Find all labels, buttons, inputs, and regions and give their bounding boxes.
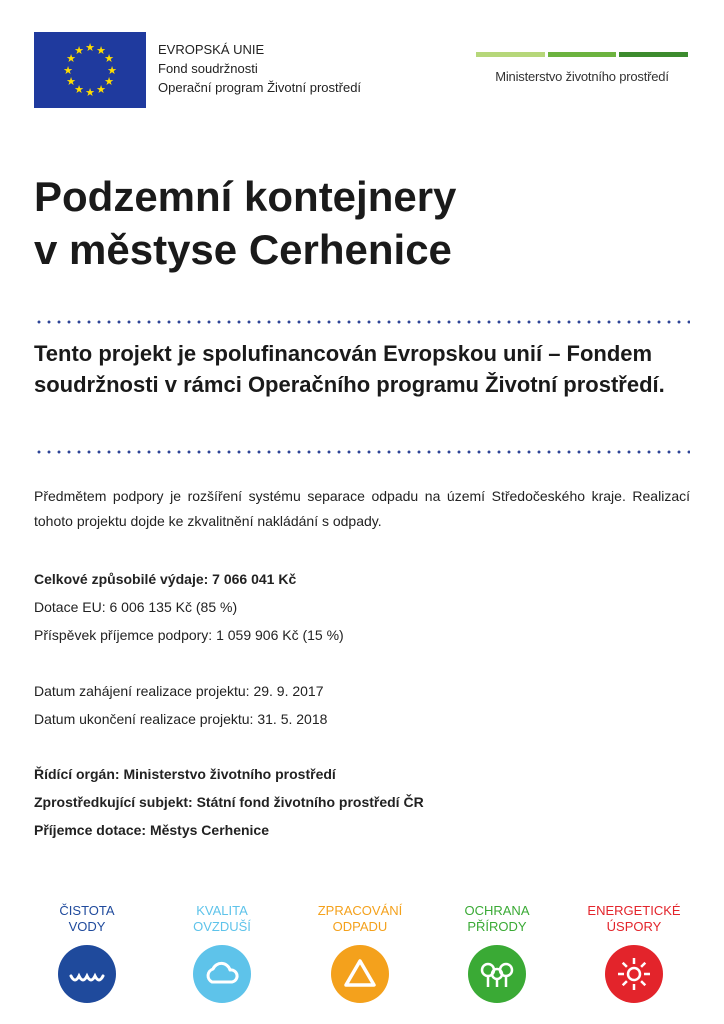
start-date: Datum zahájení realizace projektu: 29. 9. 2017 <box>34 683 324 699</box>
end-date: Datum ukončení realizace projektu: 31. 5. 2018 <box>34 711 328 727</box>
category-water-label <box>23 903 151 937</box>
project-description: Předmětem podpory je rozšíření systému separace odpadu na území Středočeského kraje. Realizací tohoto projektu dojde ke zkvalitnění nakládání s odpady. <box>34 488 690 529</box>
category-nature-line-1: OCHRANA <box>464 903 530 918</box>
cloud-icon <box>193 945 251 1003</box>
svg-text:★: ★ <box>66 75 76 88</box>
eu-stars-icon <box>34 32 146 108</box>
recipient-share: Příspěvek příjemce podpory: 1 059 906 Kč (15 %) <box>34 627 344 643</box>
water-icon <box>58 945 116 1003</box>
category-nature-line-2: PŘÍRODY <box>467 919 527 934</box>
grant-recipient: Příjemce dotace: Městys Cerhenice <box>34 822 269 838</box>
managing-authority: Řídící orgán: Ministerstvo životního prostředí <box>34 766 336 782</box>
svg-text:★: ★ <box>104 52 114 65</box>
category-air <box>158 903 286 1003</box>
sun-icon <box>605 945 663 1003</box>
category-air-label <box>158 903 286 937</box>
svg-text:★: ★ <box>85 86 95 99</box>
dotted-divider-bottom <box>34 450 690 454</box>
category-waste-line-2: ODPADU <box>332 919 388 934</box>
svg-text:★: ★ <box>74 44 84 57</box>
eu-grant: Dotace EU: 6 006 135 Kč (85 %) <box>34 599 238 615</box>
category-waste-label <box>296 903 424 937</box>
svg-text:★: ★ <box>96 44 106 57</box>
cofinancing-statement: Tento projekt je spolufinancován Evropskou unií – Fondem soudržnosti v rámci Operačního programu Životní prostředí. <box>34 341 665 397</box>
svg-text:★: ★ <box>63 64 73 77</box>
ministry-color-bars <box>476 52 688 57</box>
ministry-logo <box>476 52 688 84</box>
category-water-line-1: ČISTOTA <box>59 903 115 918</box>
ministry-bar-mid <box>548 52 617 57</box>
svg-text:★: ★ <box>104 75 114 88</box>
category-energy-line-1: ENERGETICKÉ <box>587 903 681 918</box>
svg-text:★: ★ <box>66 52 76 65</box>
ministry-bar-dark <box>619 52 688 57</box>
intermediate-body: Zprostředkující subjekt: Státní fond životního prostředí ČR <box>34 794 424 810</box>
category-energy <box>570 903 698 1003</box>
category-air-line-1: KVALITA <box>196 903 248 918</box>
category-water <box>23 903 151 1003</box>
ministry-name: Ministerstvo životního prostředí <box>495 69 669 84</box>
page-title <box>34 170 694 276</box>
svg-text:★: ★ <box>85 41 95 54</box>
category-air-line-2: OVZDUŠÍ <box>193 919 251 934</box>
category-energy-label <box>570 903 698 937</box>
dotted-divider-top <box>34 320 690 324</box>
total-costs: Celkové způsobilé výdaje: 7 066 041 Kč <box>34 571 297 587</box>
svg-text:★: ★ <box>107 64 117 77</box>
eu-line-1: EVROPSKÁ UNIE <box>158 42 265 57</box>
title-line-1: Podzemní kontejnery <box>34 173 457 220</box>
ministry-bar-light <box>476 52 545 57</box>
eu-line-2: Fond soudržnosti <box>158 61 258 76</box>
svg-text:★: ★ <box>96 83 106 96</box>
eu-line-3: Operační program Životní prostředí <box>158 80 362 95</box>
category-waste-line-1: ZPRACOVÁNÍ <box>317 903 403 918</box>
category-nature-label <box>433 903 561 937</box>
eu-flag-logo <box>34 32 146 108</box>
triangle-icon <box>331 945 389 1003</box>
trees-icon <box>468 945 526 1003</box>
category-water-line-2: VODY <box>68 919 106 934</box>
category-energy-line-2: ÚSPORY <box>606 919 662 934</box>
category-nature <box>433 903 561 1003</box>
category-waste <box>296 903 424 1003</box>
svg-text:★: ★ <box>74 83 84 96</box>
eu-programme-text <box>158 40 361 97</box>
title-line-2: v městyse Cerhenice <box>34 226 452 273</box>
